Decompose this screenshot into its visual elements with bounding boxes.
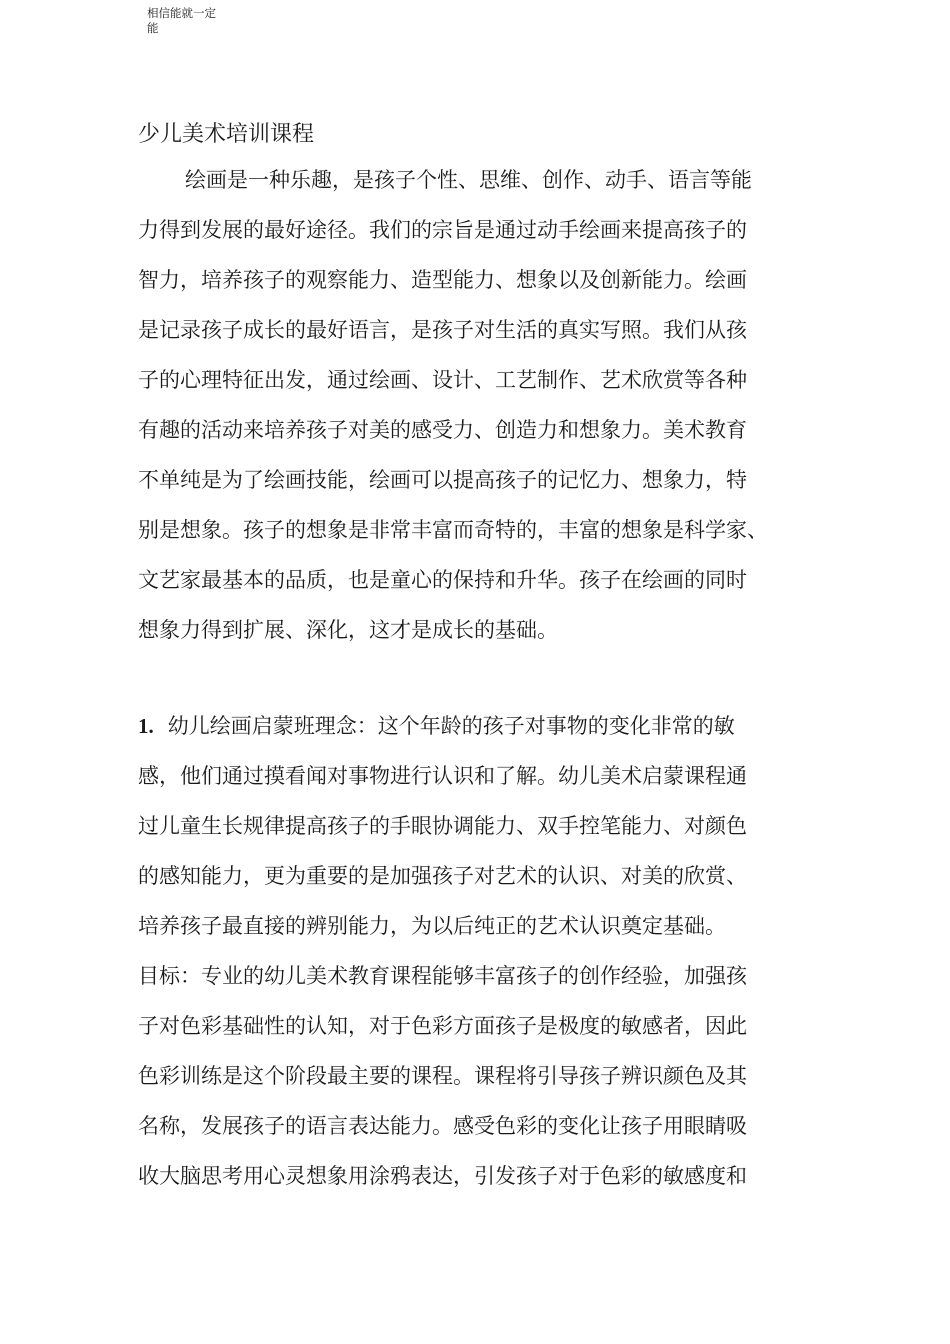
header-note-line: 能 [147,21,159,35]
paragraph-line: 想象力得到扩展、深化，这才是成长的基础。 [138,618,558,642]
paragraph-line: 是记录孩子成长的最好语言，是孩子对生活的真实写照。我们从孩 [138,318,747,342]
paragraph-line: 收大脑思考用心灵想象用涂鸦表达，引发孩子对于色彩的敏感度和 [138,1164,747,1188]
intro-paragraph [138,155,768,655]
header-note [147,6,237,36]
paragraph-line [138,701,747,751]
paragraph-line: 文艺家最基本的品质，也是童心的保持和升华。孩子在绘画的同时 [138,568,747,592]
section-1-paragraph [138,701,747,951]
section-number: 1. [138,714,154,738]
paragraph-line: 色彩训练是这个阶段最主要的课程。课程将引导孩子辨识颜色及其 [138,1064,747,1088]
paragraph-line: 别是想象。孩子的想象是非常丰富而奇特的，丰富的想象是科学家、 [138,518,768,542]
paragraph-line: 有趣的活动来培养孩子对美的感受力、创造力和想象力。美术教育 [138,418,747,442]
paragraph-line: 培养孩子最直接的辨别能力，为以后纯正的艺术认识奠定基础。 [138,914,726,938]
paragraph-line: 子的心理特征出发，通过绘画、设计、工艺制作、艺术欣赏等各种 [138,368,747,392]
paragraph-line: 名称，发展孩子的语言表达能力。感受色彩的变化让孩子用眼睛吸 [138,1114,747,1138]
paragraph-line: 过儿童生长规律提高孩子的手眼协调能力、双手控笔能力、对颜色 [138,814,747,838]
paragraph-line: 感，他们通过摸看闻对事物进行认识和了解。幼儿美术启蒙课程通 [138,764,747,788]
paragraph-line: 力得到发展的最好途径。我们的宗旨是通过动手绘画来提高孩子的 [138,218,747,242]
paragraph-line: 的感知能力，更为重要的是加强孩子对艺术的认识、对美的欣赏、 [138,864,747,888]
header-note-line: 相信能就一定 [147,6,216,20]
paragraph-line: 智力，培养孩子的观察能力、造型能力、想象以及创新能力。绘画 [138,268,747,292]
goal-paragraph [138,951,747,1201]
paragraph-line: 子对色彩基础性的认知，对于色彩方面孩子是极度的敏感者，因此 [138,1014,747,1038]
paragraph-line: 目标：专业的幼儿美术教育课程能够丰富孩子的创作经验，加强孩 [138,964,747,988]
document-title: 少儿美术培训课程 [138,122,315,147]
section-line-text: 幼儿绘画启蒙班理念：这个年龄的孩子对事物的变化非常的敏 [167,714,735,738]
paragraph-line: 不单纯是为了绘画技能，绘画可以提高孩子的记忆力、想象力，特 [138,468,747,492]
paragraph-line: 绘画是一种乐趣，是孩子个性、思维、创作、动手、语言等能 [185,168,752,192]
